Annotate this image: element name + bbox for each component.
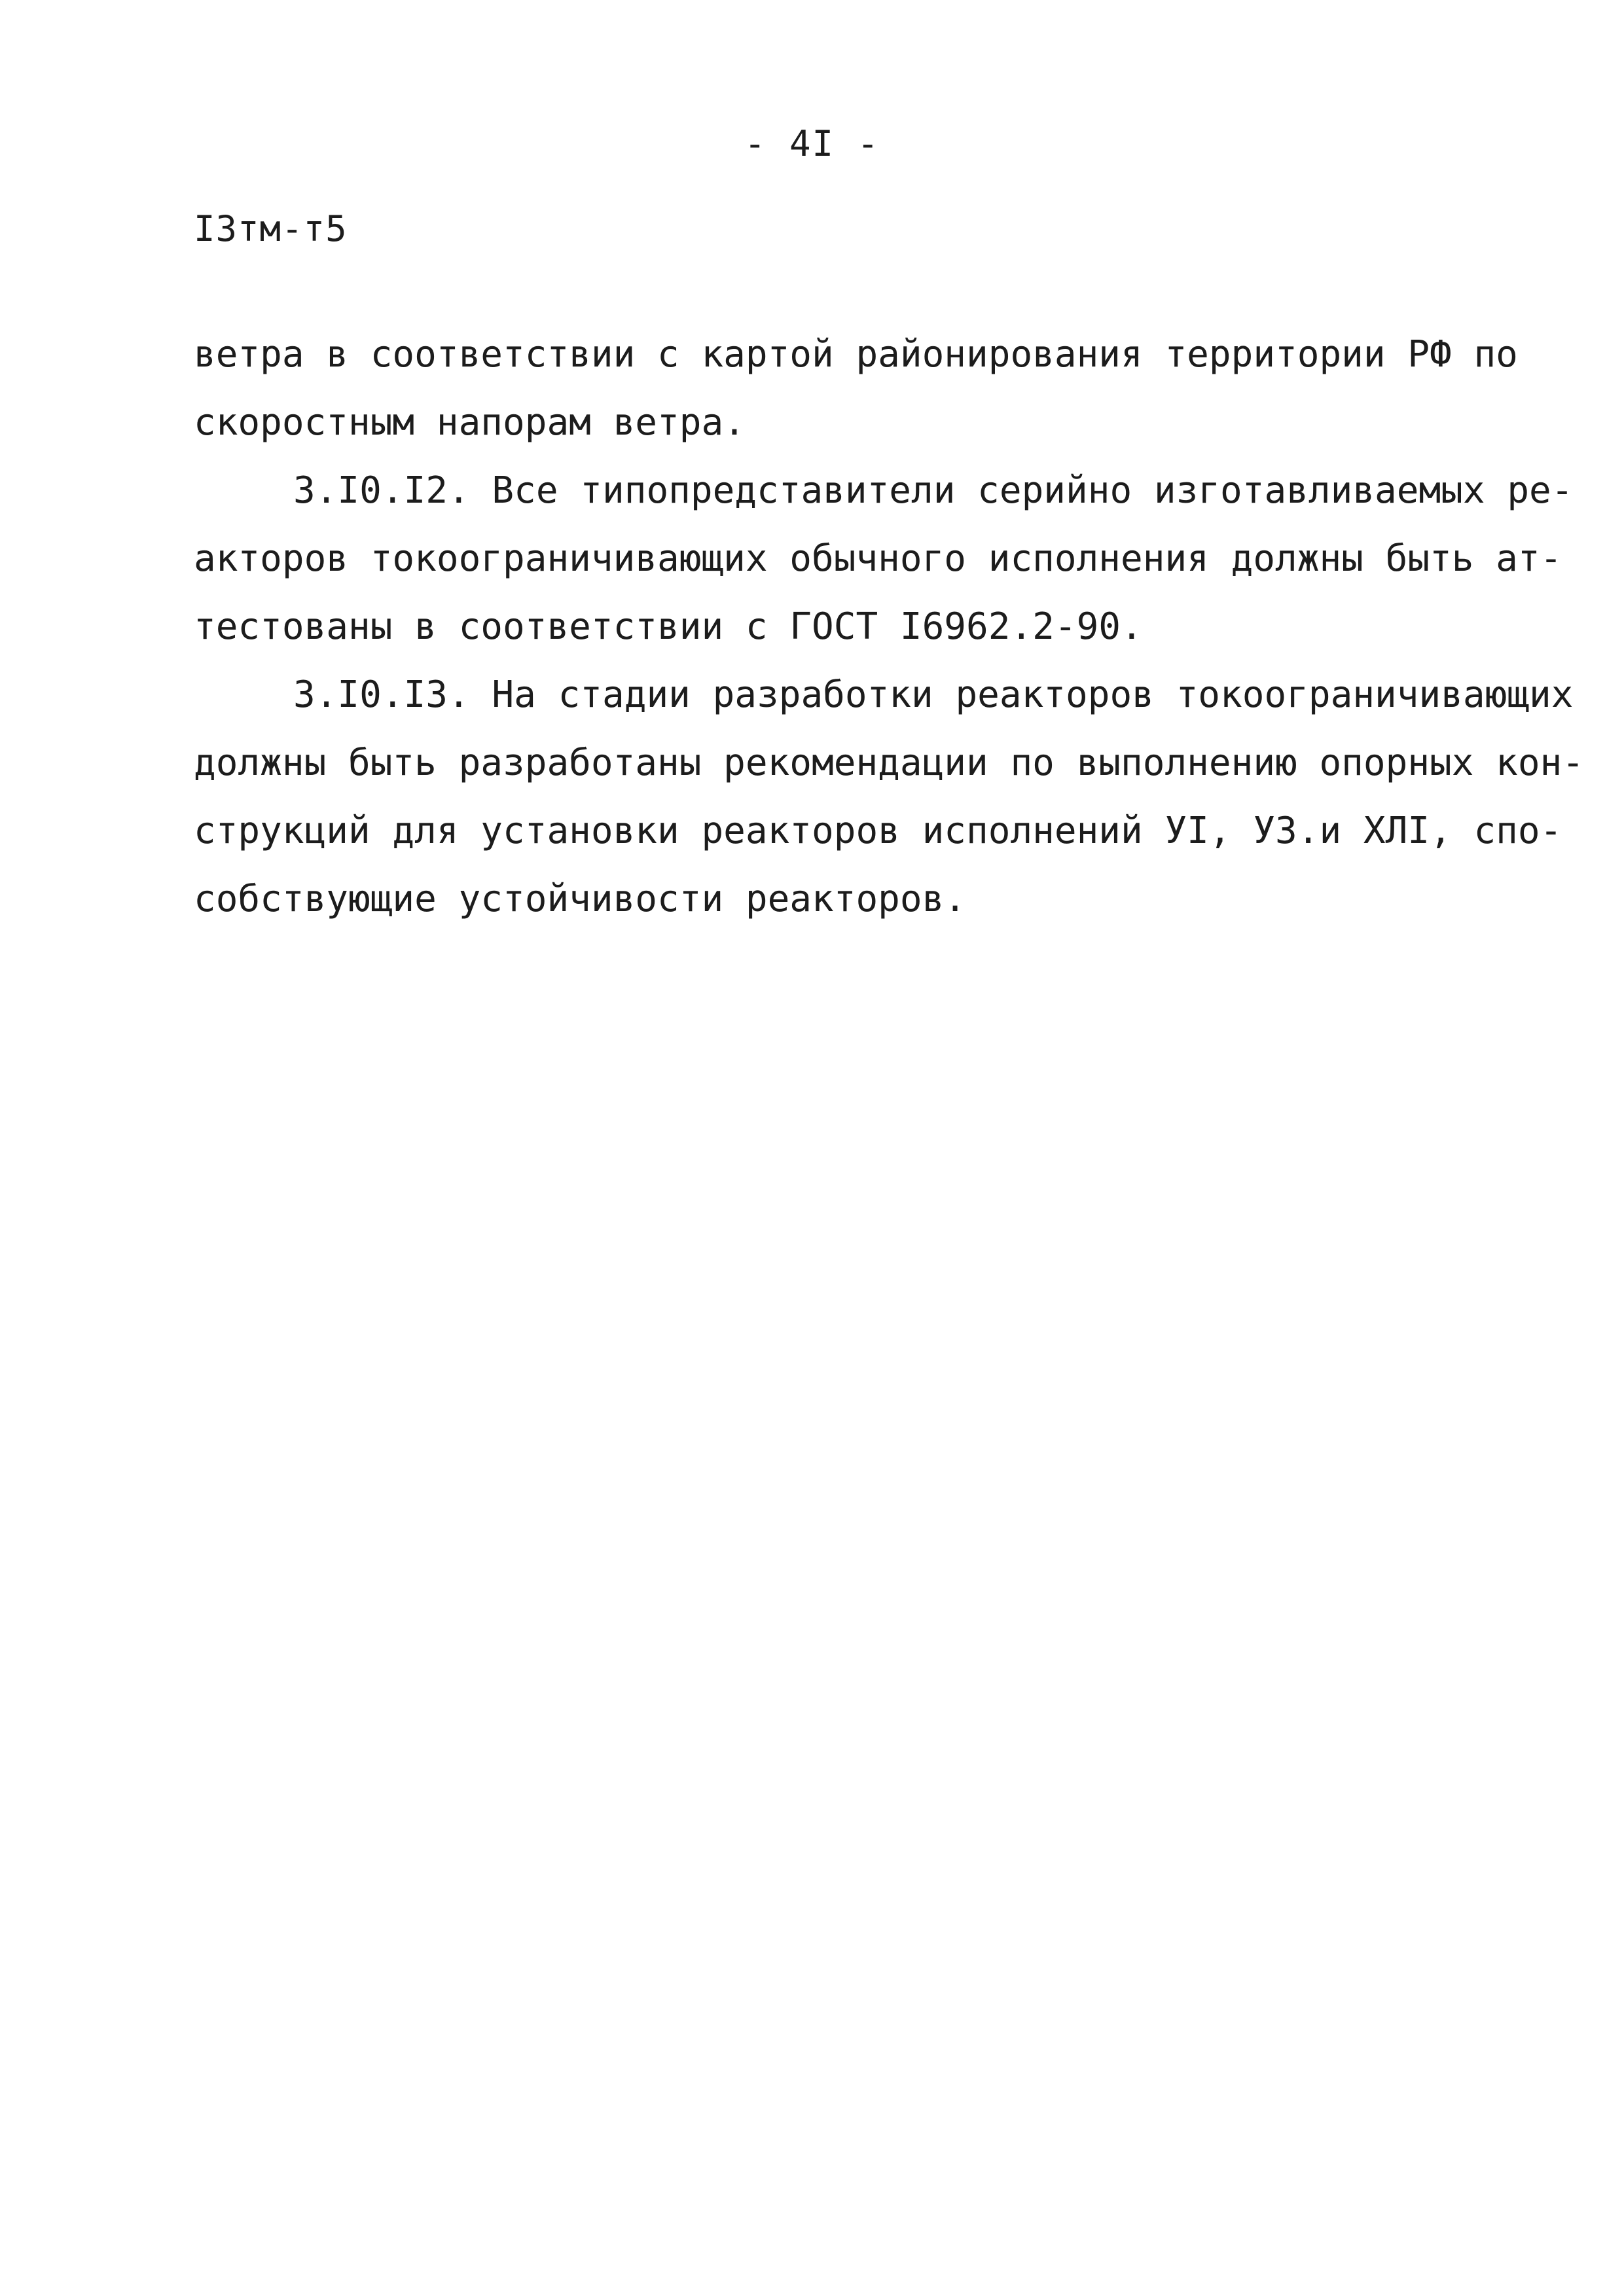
paragraph-3-10-12-start: 3.I0.I2. Все типопредставители серийно изготавливаемых ре- (293, 469, 1574, 512)
page-number: - 4I - (744, 123, 880, 164)
text-line: собствующие устойчивости реакторов. (194, 878, 967, 920)
text-line: скоростным напорам ветра. (194, 401, 746, 444)
text-line: тестованы в соответствии с ГОСТ I6962.2-90. (194, 605, 1143, 648)
text-line: акторов токоограничивающих обычного исполнения должны быть ат- (194, 537, 1562, 580)
body-text (194, 321, 1585, 933)
text-line: ветра в соответствии с картой районирования территории РФ по (194, 333, 1518, 376)
text-line: струкций для установки реакторов исполнений УI, У3.и ХЛI, спо- (194, 810, 1562, 852)
paragraph-3-10-13-start: 3.I0.I3. На стадии разработки реакторов токоограничивающих (293, 673, 1574, 716)
text-line: должны быть разработаны рекомендации по выполнению опорных кон- (194, 742, 1585, 784)
document-code: I3тм-т5 (194, 208, 348, 249)
